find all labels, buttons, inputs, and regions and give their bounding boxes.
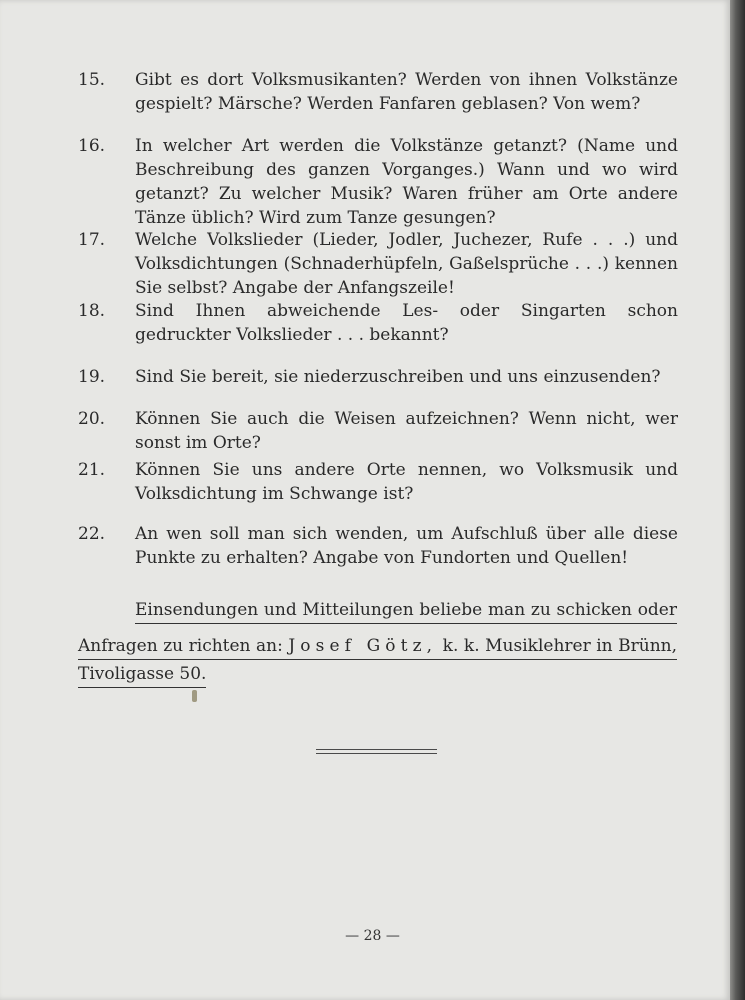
question-text: Können Sie uns andere Orte nennen, wo Volksmusik und Volksdichtung im Schwange ist? — [135, 460, 678, 504]
question-text: Gibt es dort Volksmusikanten? Werden von ihnen Volkstänze gespielt? Märsche? Werden Fanfaren geblasen? Von wem? — [135, 70, 678, 114]
closing-request: Anfragen zu richten an: — [78, 636, 283, 656]
question-19 — [78, 365, 678, 389]
question-15 — [78, 68, 678, 116]
question-number: 19. — [78, 367, 106, 387]
question-21 — [78, 458, 678, 506]
question-number: 21. — [78, 460, 106, 480]
question-text: Können Sie auch die Weisen aufzeichnen? Wenn nicht, wer sonst im Orte? — [135, 409, 678, 453]
divider-rule — [316, 753, 437, 754]
question-number: 20. — [78, 409, 106, 429]
question-text: In welcher Art werden die Volkstänze getanzt? (Name und Beschreibung des ganzen Vorganges.) Wann und wo wird getanzt? Zu welcher Musik? Waren früher am Orte andere Tänze üblich? Wird zum Tanze gesungen? — [135, 136, 678, 228]
ink-mark — [192, 690, 197, 702]
closing-line-2 — [78, 634, 677, 660]
question-number: 17. — [78, 230, 106, 250]
closing-line-1: Einsendungen und Mitteilungen beliebe man zu schicken oder — [135, 598, 677, 624]
question-text: An wen soll man sich wenden, um Aufschluß über alle diese Punkte zu erhalten? Angabe von Fundorten und Quellen! — [135, 524, 678, 568]
contact-title: k. k. Musiklehrer in Brünn, — [442, 636, 678, 656]
question-20 — [78, 407, 678, 455]
question-text: Welche Volkslieder (Lieder, Jodler, Juchezer, Rufe . . .) und Volksdichtungen (Schnaderhüpfeln, Gaßelsprüche . . .) kennen Sie selbst? Angabe der Anfangszeile! — [135, 230, 678, 298]
question-number: 22. — [78, 524, 106, 544]
question-16 — [78, 134, 678, 230]
question-number: 15. — [78, 70, 106, 90]
question-number: 18. — [78, 301, 106, 321]
contact-name: Josef Götz, — [288, 636, 438, 656]
book-spine-edge — [730, 0, 745, 1000]
closing-address: Tivoligasse 50. — [78, 662, 206, 688]
question-text: Sind Ihnen abweichende Les- oder Singarten schon gedruckter Volkslieder . . . bekannt? — [135, 301, 678, 345]
question-22 — [78, 522, 678, 570]
question-17 — [78, 228, 678, 300]
question-18 — [78, 299, 678, 347]
divider-rule — [316, 749, 437, 750]
page-number: — 28 — — [345, 928, 400, 944]
question-number: 16. — [78, 136, 106, 156]
question-text: Sind Sie bereit, sie niederzuschreiben und uns einzusenden? — [135, 367, 661, 387]
